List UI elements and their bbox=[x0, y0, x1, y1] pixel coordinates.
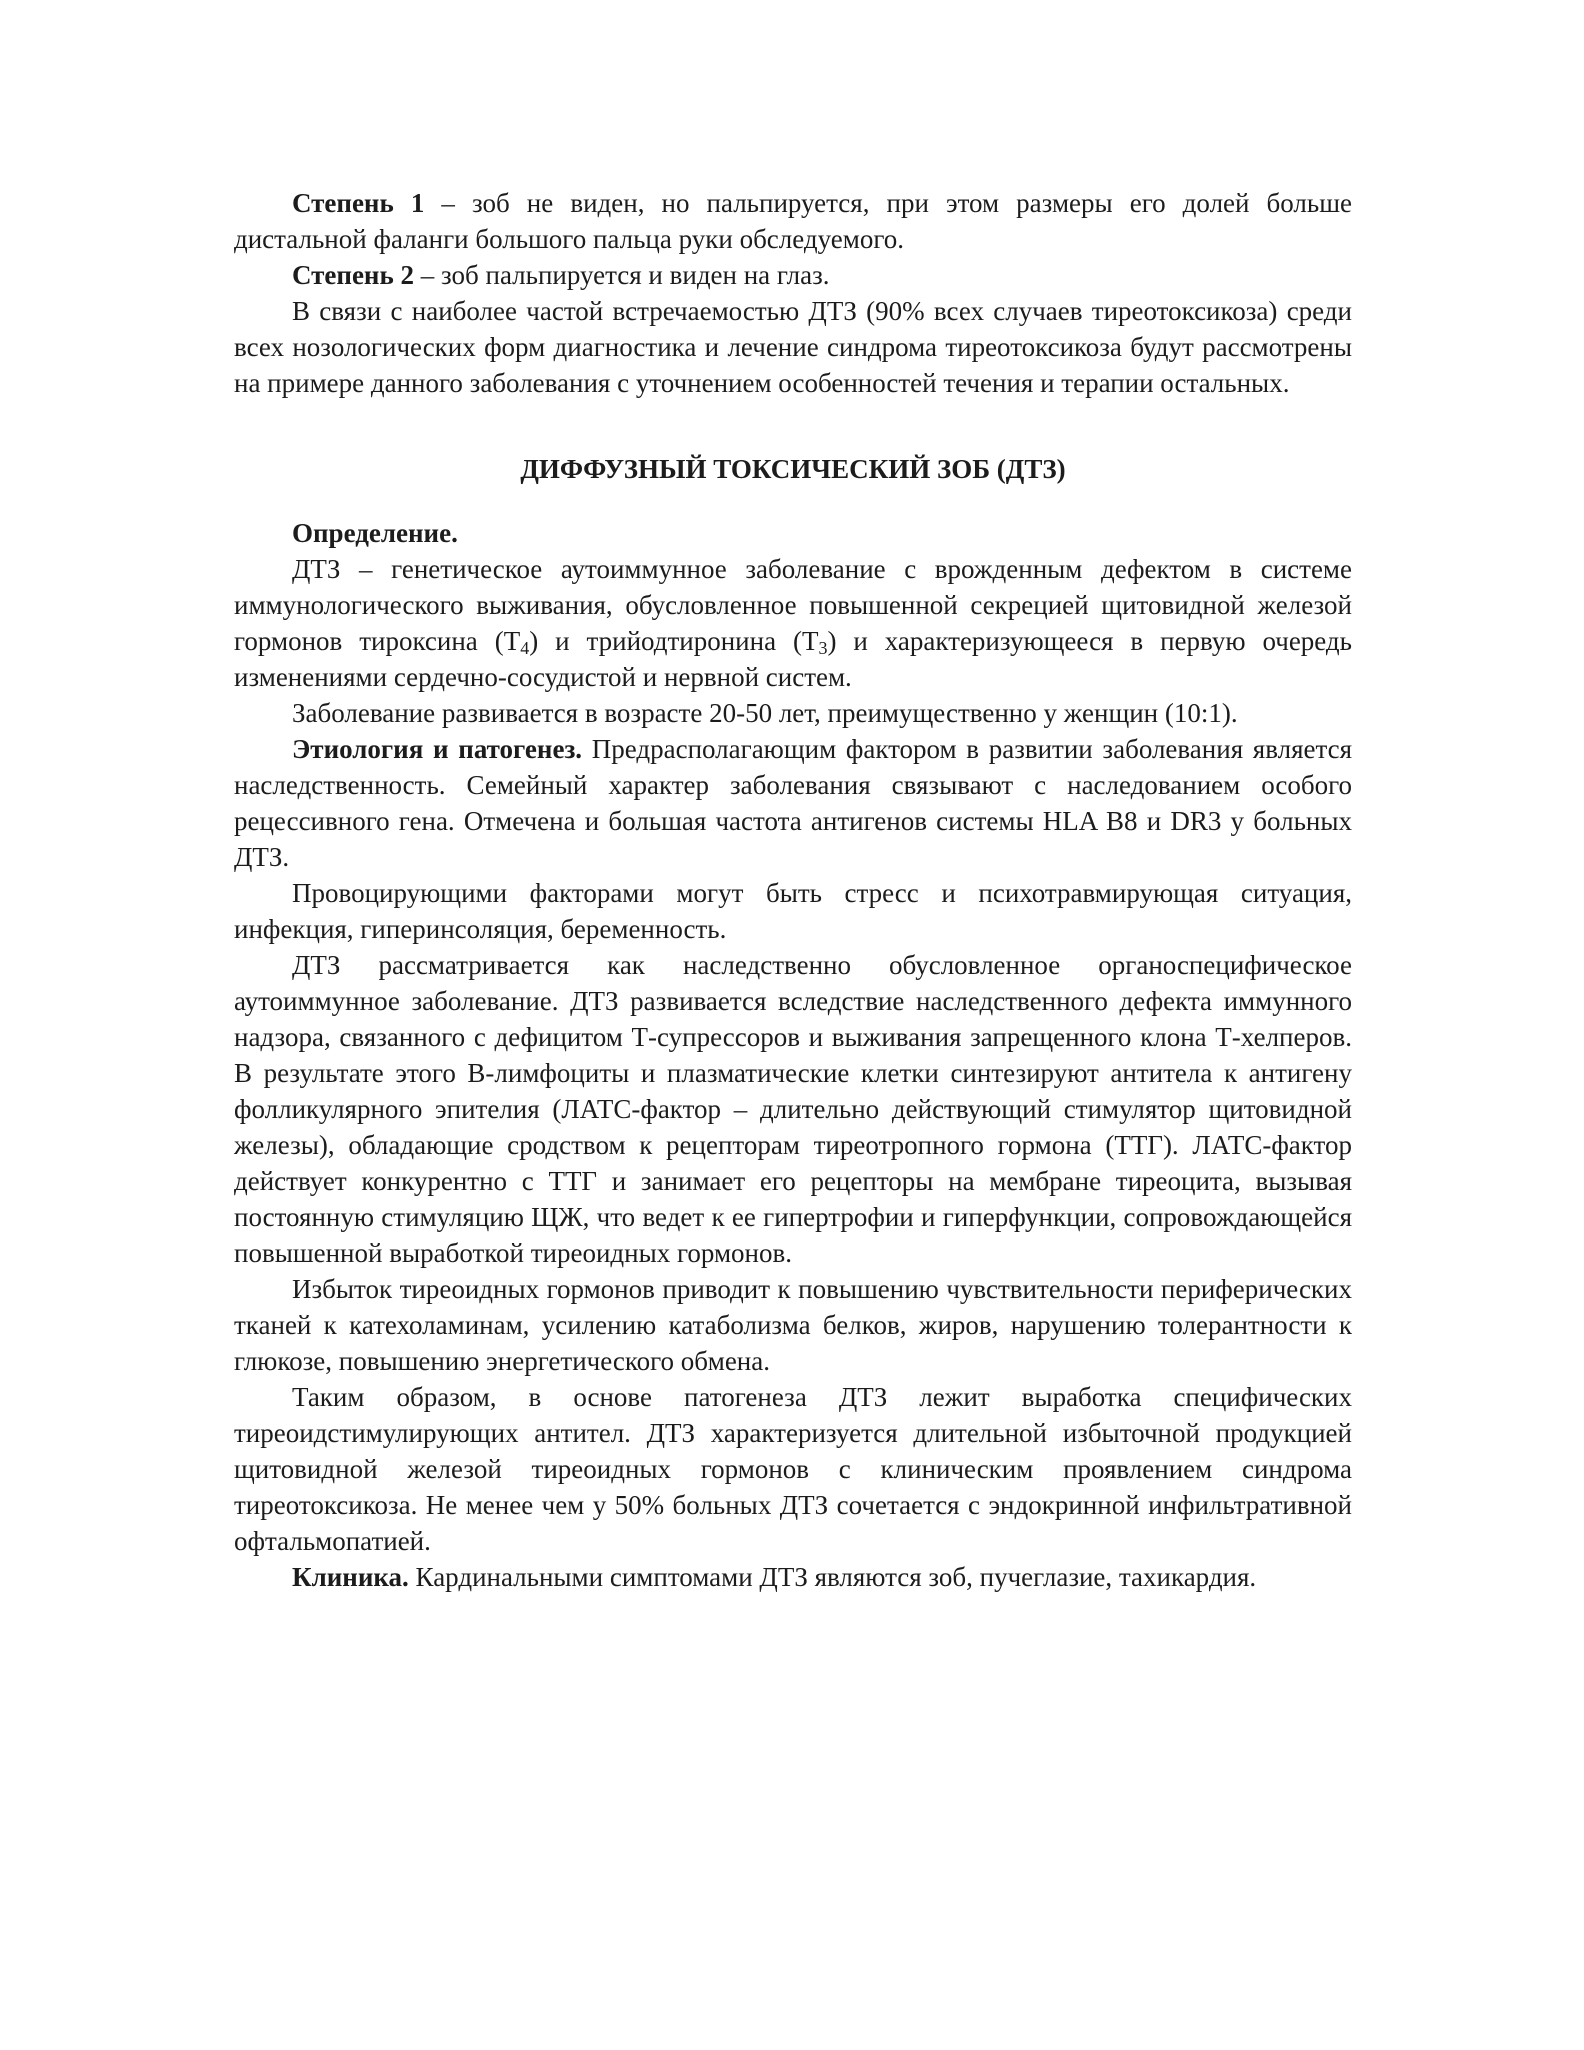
clinic-label: Клиника. bbox=[292, 1562, 409, 1592]
paragraph-degree-1 bbox=[234, 185, 1352, 257]
t3-subscript: 3 bbox=[818, 638, 828, 658]
degree-2-text: – зоб пальпируется и виден на глаз. bbox=[414, 260, 830, 290]
definition-heading: Определение. bbox=[292, 518, 458, 548]
definition-text-a: ДТЗ – генетическое аутоиммунное заболевание с врожденным дефектом в системе иммунологического выживания, обусловленное повышенной секрецией щитовидной железой гормонов тироксина (Т bbox=[234, 554, 1352, 656]
clinic-text: Кардинальными симптомами ДТЗ являются зоб, пучеглазие, тахикардия. bbox=[408, 1562, 1257, 1592]
document-page bbox=[234, 185, 1352, 1595]
paragraph-etiology bbox=[234, 731, 1352, 875]
paragraph-hormone-excess: Избыток тиреоидных гормонов приводит к повышению чувствительности периферических тканей к катехоламинам, усилению катаболизма белков, жиров, нарушению толерантности к глюкозе, повышению энергетического обмена. bbox=[234, 1274, 1352, 1376]
paragraph-degree-2 bbox=[234, 257, 1352, 293]
degree-1-label: Степень 1 bbox=[292, 188, 425, 218]
t4-subscript: 4 bbox=[520, 638, 530, 658]
degree-2-label: Степень 2 bbox=[292, 260, 415, 290]
paragraph-clinic bbox=[234, 1559, 1352, 1595]
definition-text-b: ) и трийодтиронина (Т bbox=[529, 626, 819, 656]
definition-text-c: ) и характеризующееся в первую очередь изменениями сердечно-сосудистой и нервной систем. bbox=[234, 626, 1352, 692]
etiology-label: Этиология и патогенез. bbox=[292, 734, 583, 764]
paragraph-mechanism: ДТЗ рассматривается как наследственно обусловленное органоспецифическое аутоиммунное заболевание. ДТЗ развивается вследствие наследственного дефекта иммунного надзора, связанного с дефицитом Т-супрессоров и выживания запрещенного клона Т-хелперов. В результате этого В-лимфоциты и плазматические клетки синтезируют антитела к антигену фолликулярного эпителия (ЛАТС-фактор – длительно действующий стимулятор щитовидной железы), обладающие сродством к рецепторам тиреотропного гормона (ТТГ). ЛАТС-фактор действует конкурентно с ТТГ и занимает его рецепторы на мембране тиреоцита, вызывая постоянную стимуляцию ЩЖ, что ведет к ее гипертрофии и гиперфункции, сопровождающейся повышенной выработкой тиреоидных гормонов. bbox=[234, 950, 1352, 1268]
spacer bbox=[234, 401, 1352, 429]
paragraph-summary: Таким образом, в основе патогенеза ДТЗ лежит выработка специфических тиреоидстимулирующих антител. ДТЗ характеризуется длительной избыточной продукцией щитовидной железой тиреоидных гормонов с клиническим проявлением синдрома тиреотоксикоза. Не менее чем у 50% больных ДТЗ сочетается с эндокринной инфильтративной офтальмопатией. bbox=[234, 1382, 1352, 1556]
paragraph-provoking-factors: Провоцирующими факторами могут быть стресс и психотравмирующая ситуация, инфекция, гиперинсоляция, беременность. bbox=[234, 878, 1352, 944]
paragraph-frequency: В связи с наиболее частой встречаемостью ДТЗ (90% всех случаев тиреотоксикоза) среди всех нозологических форм диагностика и лечение синдрома тиреотоксикоза будут рассмотрены на примере данного заболевания с уточнением особенностей течения и терапии остальных. bbox=[234, 296, 1352, 398]
section-title: ДИФФУЗНЫЙ ТОКСИЧЕСКИЙ ЗОБ (ДТЗ) bbox=[520, 454, 1066, 484]
paragraph-age: Заболевание развивается в возрасте 20-50 лет, преимущественно у женщин (10:1). bbox=[292, 698, 1238, 728]
paragraph-definition bbox=[234, 551, 1352, 695]
etiology-text: Предрасполагающим фактором в развитии заболевания является наследственность. Семейный характер заболевания связывают с наследованием особого рецессивного гена. Отмечена и большая частота антигенов системы HLA B8 и DR3 у больных ДТЗ. bbox=[234, 734, 1353, 872]
degree-1-text: – зоб не виден, но пальпируется, при этом размеры его долей больше дистальной фаланги большого пальца руки обследуемого. bbox=[234, 188, 1352, 254]
